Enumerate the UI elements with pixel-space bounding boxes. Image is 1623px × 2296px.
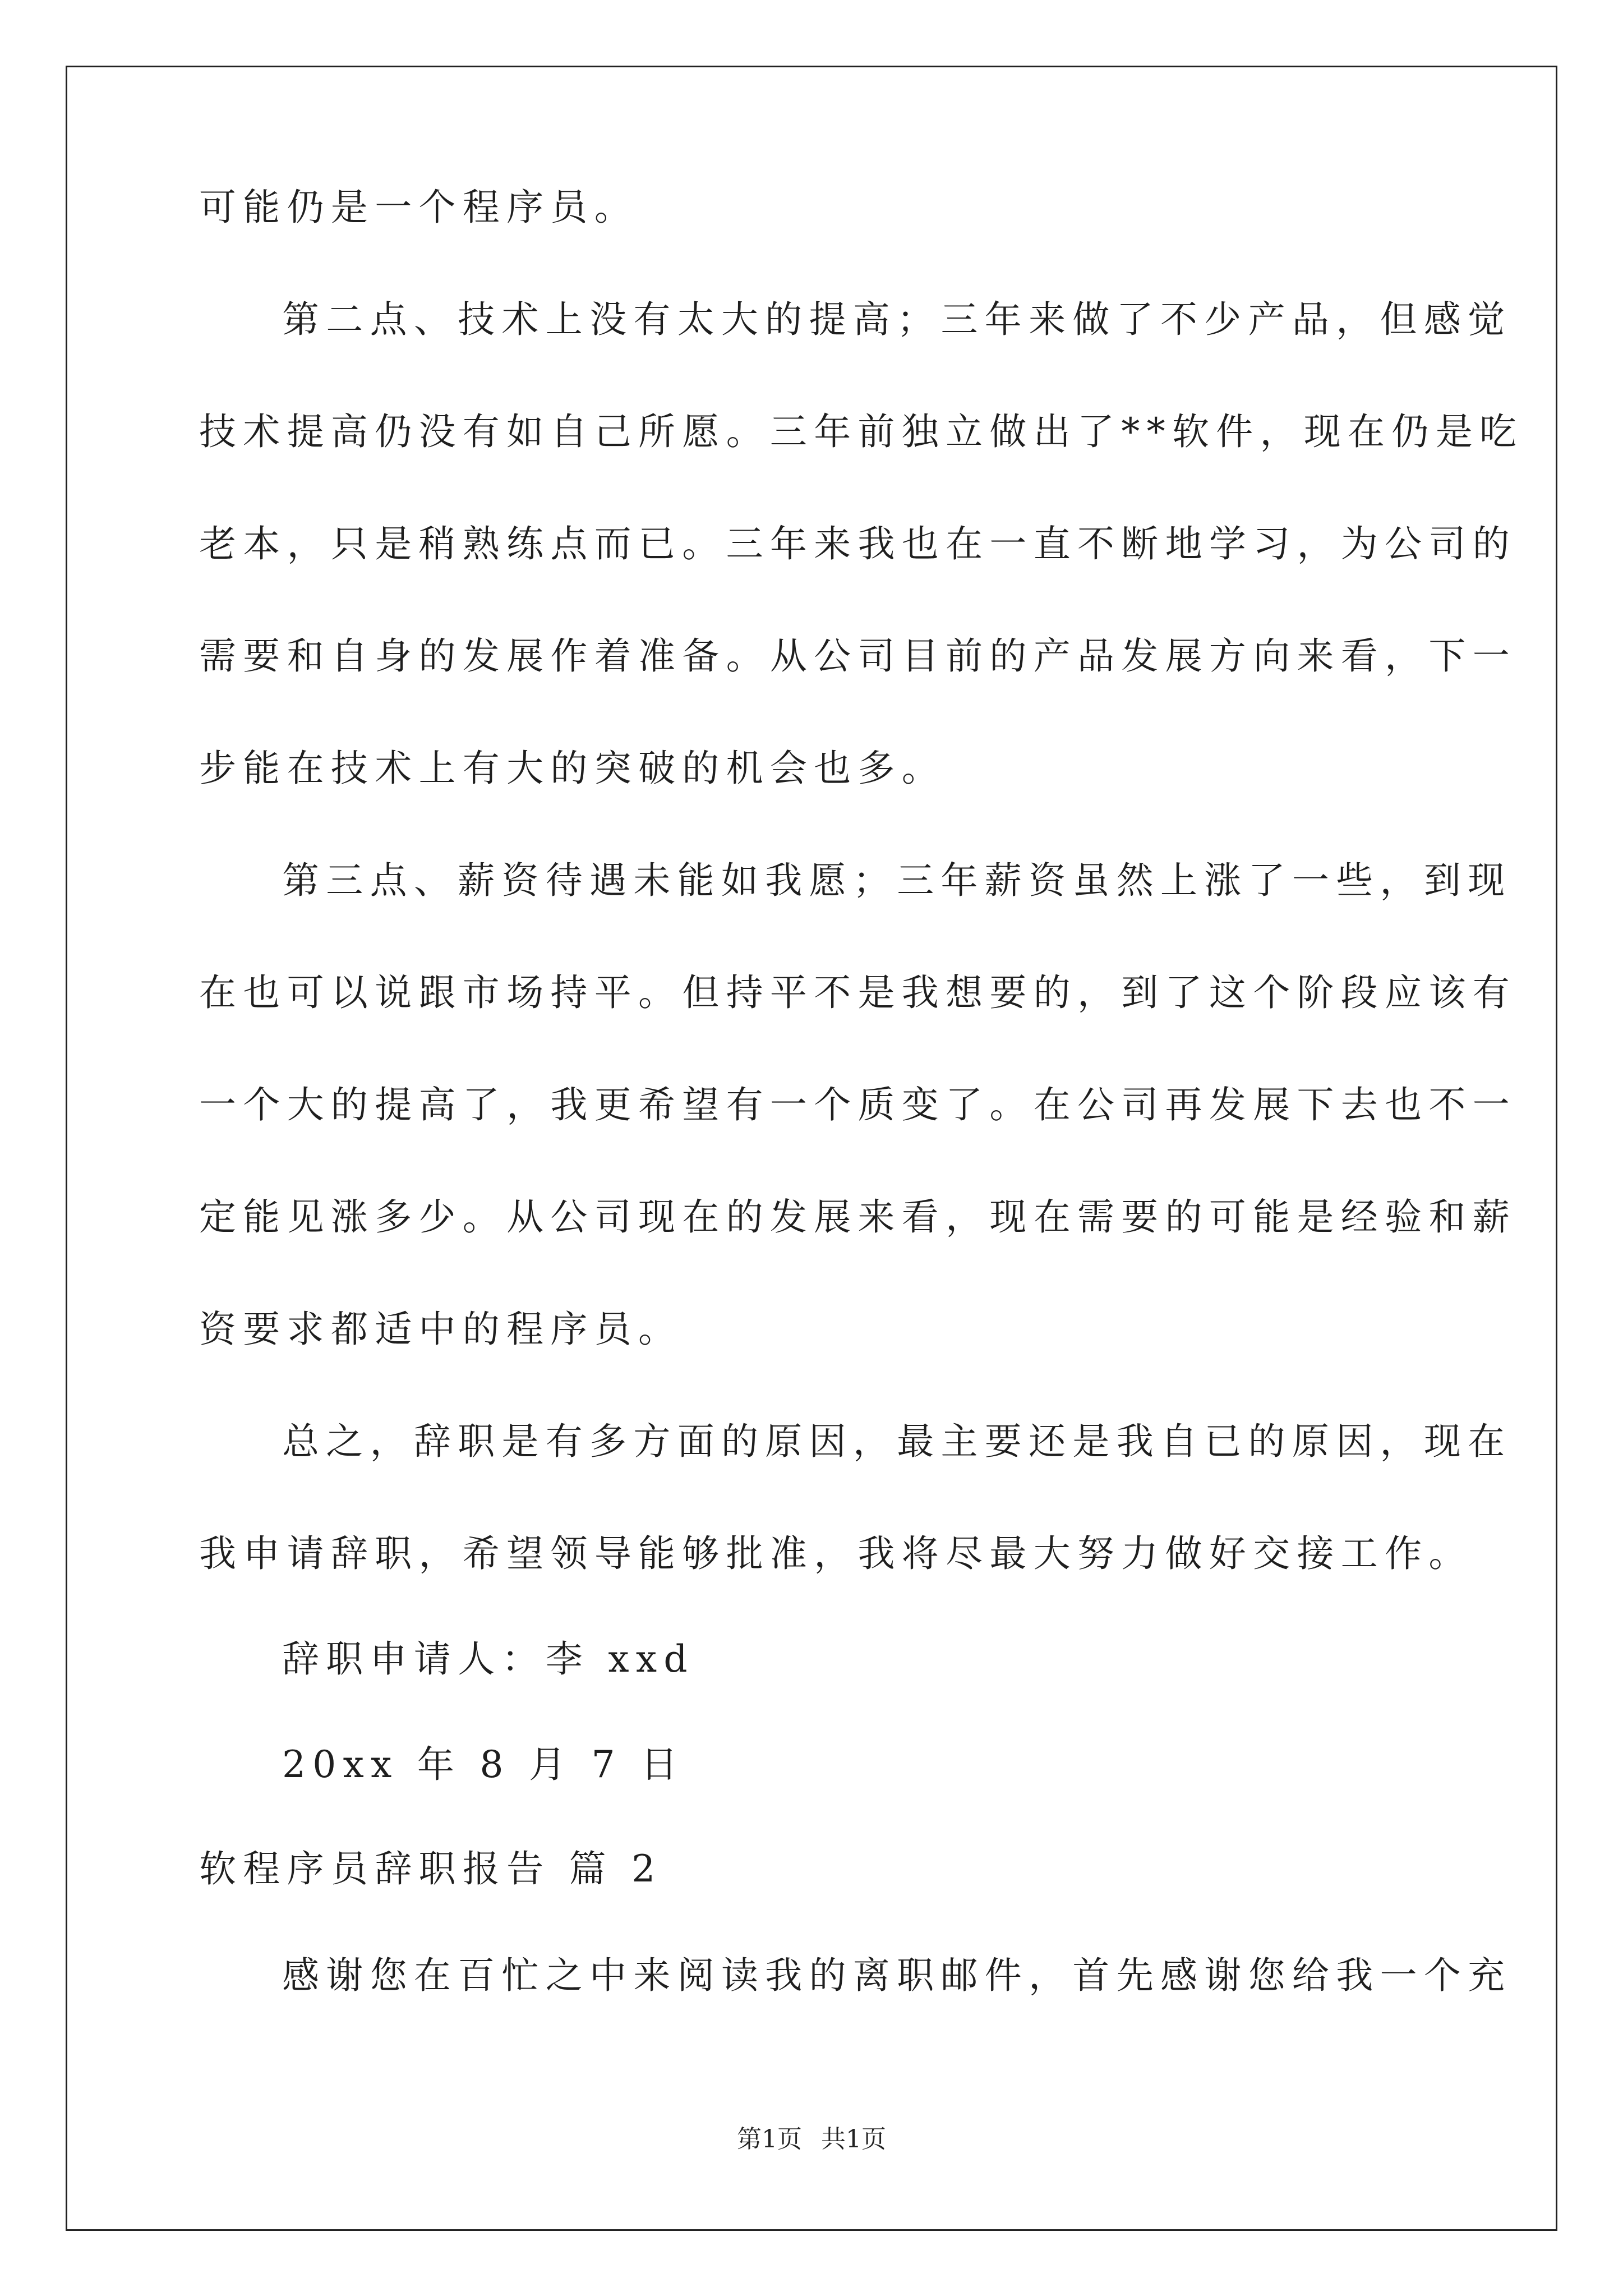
text-line: 感谢您在百忙之中来阅读我的离职邮件，首先感谢您给我一个充 xyxy=(282,1954,1512,1997)
section-heading: 软程序员辞职报告 篇 2 xyxy=(199,1847,662,1890)
text-line: 在也可以说跟市场持平。但持平不是我想要的，到了这个阶段应该有 xyxy=(199,971,1516,1014)
text-line: 总之，辞职是有多方面的原因，最主要还是我自已的原因，现在 xyxy=(282,1420,1512,1463)
text-line: 第二点、技术上没有太大的提高；三年来做了不少产品，但感觉 xyxy=(282,298,1512,341)
date-line: 20xx 年 8 月 7 日 xyxy=(282,1743,685,1786)
page-number: 第1页 xyxy=(737,2125,802,2154)
text-line: 可能仍是一个程序员。 xyxy=(199,186,638,229)
signature-line: 辞职申请人：李 xxd xyxy=(282,1637,694,1681)
text-line: 技术提高仍没有如自己所愿。三年前独立做出了**软件，现在仍是吃 xyxy=(199,410,1524,453)
page-border xyxy=(66,66,1557,2231)
text-line: 步能在技术上有大的突破的机会也多。 xyxy=(199,747,946,790)
text-line: 老本，只是稍熟练点而已。三年来我也在一直不断地学习，为公司的 xyxy=(199,522,1516,565)
text-line: 需要和自身的发展作着准备。从公司目前的产品发展方向来看，下一 xyxy=(199,634,1516,678)
page-footer xyxy=(0,2124,1623,2155)
text-line: 资要求都适中的程序员。 xyxy=(199,1308,683,1351)
text-line: 第三点、薪资待遇未能如我愿；三年薪资虽然上涨了一些，到现 xyxy=(282,859,1512,902)
text-line: 定能见涨多少。从公司现在的发展来看，现在需要的可能是经验和薪 xyxy=(199,1195,1516,1239)
text-line: 我申请辞职，希望领导能够批准，我将尽最大努力做好交接工作。 xyxy=(199,1532,1473,1575)
page-total: 共1页 xyxy=(821,2125,886,2154)
text-line: 一个大的提高了，我更希望有一个质变了。在公司再发展下去也不一 xyxy=(199,1083,1516,1126)
